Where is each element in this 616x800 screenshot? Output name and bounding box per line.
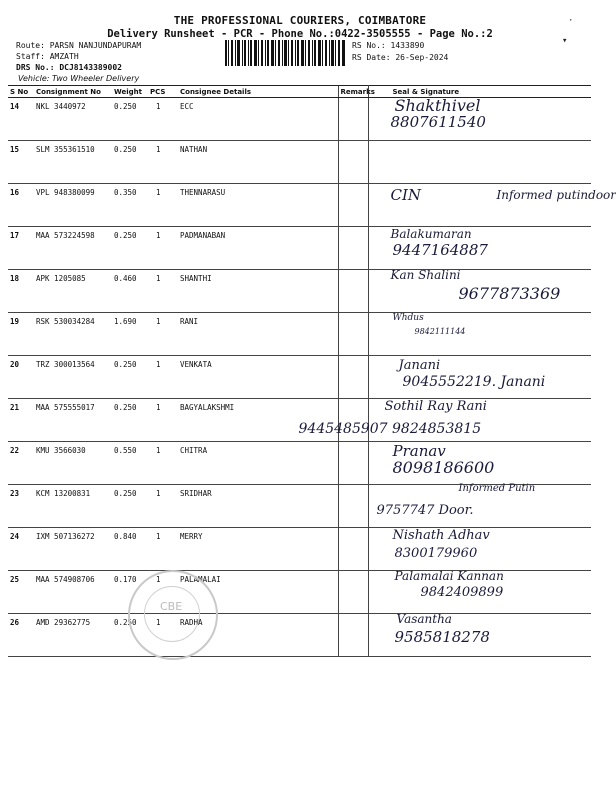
cell-sno: 24 bbox=[8, 528, 34, 571]
cell-remarks bbox=[338, 270, 368, 313]
handwritten-phone: 9842409899 bbox=[420, 585, 504, 600]
handwritten-name: Sothil Ray Rani bbox=[384, 399, 487, 414]
cell-sno: 15 bbox=[8, 141, 34, 184]
rs-date-label: RS Date: bbox=[352, 53, 391, 62]
cell-consignment: MAA 575555017 bbox=[34, 399, 112, 442]
cell-consignee: THENNARASU bbox=[178, 184, 338, 227]
handwritten-phone: 8098186600 bbox=[392, 458, 495, 477]
table-row bbox=[8, 184, 591, 227]
cell-consignee: PALAMALAI bbox=[178, 571, 338, 614]
cell-sno: 23 bbox=[8, 485, 34, 528]
cell-weight: 0.250 bbox=[112, 399, 148, 442]
handwritten-name: Whdus bbox=[392, 313, 424, 323]
rs-no-label: RS No.: bbox=[352, 41, 386, 50]
cell-signature bbox=[368, 98, 591, 141]
cell-weight: 0.250 bbox=[112, 141, 148, 184]
cell-consignment: AMD 29362775 bbox=[34, 614, 112, 657]
handwritten-name: CIN bbox=[390, 186, 422, 204]
cell-weight: 0.250 bbox=[112, 614, 148, 657]
cell-weight: 0.250 bbox=[112, 227, 148, 270]
route-value: PARSN NANJUNDAPURAM bbox=[49, 41, 142, 50]
handwritten-phone: 9045552219. Janani bbox=[402, 374, 546, 390]
table-row bbox=[8, 270, 591, 313]
cell-sno: 17 bbox=[8, 227, 34, 270]
rs-no-line bbox=[352, 41, 424, 50]
cell-pcs: 1 bbox=[148, 227, 178, 270]
cell-weight: 0.840 bbox=[112, 528, 148, 571]
handwritten-name: Kan Shalini bbox=[390, 268, 461, 282]
cell-signature bbox=[368, 184, 616, 227]
cell-consignee: RADHA bbox=[178, 614, 338, 657]
table-row bbox=[8, 571, 591, 614]
cell-consignee: ECC bbox=[178, 98, 338, 141]
rs-date-value: 26-Sep-2024 bbox=[395, 53, 449, 62]
cell-remarks bbox=[338, 313, 368, 356]
cell-consignment: MAA 574908706 bbox=[34, 571, 112, 614]
cell-sno: 26 bbox=[8, 614, 34, 657]
handwritten-name: Nishath Adhav bbox=[392, 528, 490, 543]
cell-signature bbox=[298, 399, 591, 442]
handwritten-name: Palamalai Kannan bbox=[394, 569, 504, 583]
vehicle-line: Vehicle: Two Wheeler Delivery bbox=[18, 74, 140, 83]
handwritten-phone: 9585818278 bbox=[394, 628, 490, 646]
cell-pcs: 1 bbox=[148, 614, 178, 657]
cell-sno: 19 bbox=[8, 313, 34, 356]
table-row bbox=[8, 98, 591, 141]
corner-mark: ▾ bbox=[562, 36, 568, 46]
seal-stamp-text: CBE bbox=[160, 600, 183, 613]
handwritten-name: Balakumaran bbox=[390, 227, 472, 241]
cell-consignee: SHANTHI bbox=[178, 270, 338, 313]
cell-pcs: 1 bbox=[148, 270, 178, 313]
handwritten-phone: Informed putindoor bbox=[496, 188, 616, 202]
col-signature: Seal & Signature bbox=[368, 86, 591, 98]
rs-no-value: 1433890 bbox=[390, 41, 425, 50]
seal-stamp bbox=[128, 570, 218, 660]
cell-weight: 0.550 bbox=[112, 442, 148, 485]
cell-consignee: RANI bbox=[178, 313, 338, 356]
cell-weight: 0.170 bbox=[112, 571, 148, 614]
table-row bbox=[8, 442, 591, 485]
cell-sno: 14 bbox=[8, 98, 34, 141]
col-pcs: PCS bbox=[148, 86, 178, 98]
handwritten-name: Vasantha bbox=[396, 612, 452, 626]
cell-consignee: SRIDHAR bbox=[178, 485, 338, 528]
cell-signature bbox=[368, 141, 591, 184]
cell-remarks bbox=[338, 227, 368, 270]
cell-sno: 20 bbox=[8, 356, 34, 399]
cell-weight: 0.250 bbox=[112, 98, 148, 141]
drs-label: DRS No.: bbox=[16, 63, 55, 72]
cell-remarks bbox=[338, 356, 368, 399]
col-consignment: Consignment No bbox=[34, 86, 112, 98]
cell-remarks bbox=[338, 141, 368, 184]
cell-signature bbox=[368, 313, 591, 356]
handwritten-name: Pranav bbox=[392, 442, 446, 460]
table-row bbox=[8, 227, 591, 270]
staff-value: AMZATH bbox=[49, 52, 79, 61]
col-consignee: Consignee Details bbox=[178, 86, 338, 98]
cell-consignee: VENKATA bbox=[178, 356, 338, 399]
handwritten-name: Shakthivel bbox=[394, 96, 481, 115]
cell-pcs: 1 bbox=[148, 442, 178, 485]
cell-remarks bbox=[338, 485, 368, 528]
cell-sno: 18 bbox=[8, 270, 34, 313]
cell-consignee: NATHAN bbox=[178, 141, 338, 184]
rs-date-line bbox=[352, 53, 448, 62]
route-label: Route: bbox=[16, 41, 45, 50]
cell-consignment: NKL 3440972 bbox=[34, 98, 112, 141]
runsheet-title: Delivery Runsheet - PCR - Phone No.:0422-3505555 - Page No.:2 bbox=[107, 28, 493, 40]
cell-consignment: MAA 573224598 bbox=[34, 227, 112, 270]
cell-signature bbox=[368, 270, 591, 313]
cell-consignment: RSK 530034284 bbox=[34, 313, 112, 356]
cell-pcs: 1 bbox=[148, 98, 178, 141]
company-title: THE PROFESSIONAL COURIERS, COIMBATORE bbox=[173, 14, 427, 27]
staff-label: Staff: bbox=[16, 52, 45, 61]
cell-remarks bbox=[338, 442, 368, 485]
barcode-image bbox=[225, 40, 345, 66]
table-row bbox=[8, 313, 591, 356]
cell-consignee: CHITRA bbox=[178, 442, 338, 485]
cell-remarks bbox=[338, 614, 368, 657]
handwritten-phone: 9445485907 9824853815 bbox=[298, 421, 482, 437]
table-row bbox=[8, 485, 591, 528]
cell-weight: 0.250 bbox=[112, 485, 148, 528]
drs-line bbox=[16, 63, 122, 72]
handwritten-phone: 9677873369 bbox=[458, 284, 561, 303]
cell-weight: 0.460 bbox=[112, 270, 148, 313]
cell-pcs: 1 bbox=[148, 184, 178, 227]
cell-sno: 16 bbox=[8, 184, 34, 227]
cell-weight: 0.250 bbox=[112, 356, 148, 399]
cell-signature bbox=[368, 485, 591, 528]
handwritten-name: Informed Putin bbox=[458, 483, 536, 494]
cell-consignee: BAGYALAKSHMI bbox=[178, 399, 338, 442]
cell-signature bbox=[368, 528, 591, 571]
staff-line bbox=[16, 52, 79, 61]
table-row bbox=[8, 614, 591, 657]
cell-consignee: MERRY bbox=[178, 528, 338, 571]
cell-weight: 1.690 bbox=[112, 313, 148, 356]
cell-pcs: 1 bbox=[148, 399, 178, 442]
drs-value: DCJ8143389002 bbox=[59, 63, 122, 72]
handwritten-phone: 8807611540 bbox=[390, 113, 486, 131]
table-header-row bbox=[8, 86, 591, 98]
table-row bbox=[8, 399, 591, 442]
cell-signature bbox=[368, 356, 591, 399]
cell-pcs: 1 bbox=[148, 141, 178, 184]
cell-consignee: PADMANABAN bbox=[178, 227, 338, 270]
cell-pcs: 1 bbox=[148, 485, 178, 528]
cell-pcs: 1 bbox=[148, 528, 178, 571]
cell-consignment: APK 1205085 bbox=[34, 270, 112, 313]
col-weight: Weight bbox=[112, 86, 148, 98]
cell-remarks bbox=[338, 528, 368, 571]
col-sno: S No bbox=[8, 86, 34, 98]
cell-consignment: TRZ 300013564 bbox=[34, 356, 112, 399]
table-row bbox=[8, 141, 591, 184]
seal-stamp-inner bbox=[144, 586, 200, 642]
corner-mark-top: · bbox=[568, 16, 574, 26]
cell-remarks bbox=[338, 184, 368, 227]
cell-consignment: IXM 507136272 bbox=[34, 528, 112, 571]
cell-consignment: SLM 355361510 bbox=[34, 141, 112, 184]
cell-weight: 0.350 bbox=[112, 184, 148, 227]
handwritten-phone: 9757747 Door. bbox=[376, 503, 474, 518]
cell-pcs: 1 bbox=[148, 313, 178, 356]
cell-consignment: KMU 3566030 bbox=[34, 442, 112, 485]
handwritten-phone: 9447164887 bbox=[392, 241, 488, 259]
cell-consignment: VPL 948380099 bbox=[34, 184, 112, 227]
cell-pcs: 1 bbox=[148, 356, 178, 399]
cell-pcs: 1 bbox=[148, 571, 178, 614]
cell-sno: 22 bbox=[8, 442, 34, 485]
cell-sno: 21 bbox=[8, 399, 34, 442]
runsheet-table bbox=[8, 85, 616, 657]
route-line bbox=[16, 41, 141, 50]
cell-signature bbox=[368, 571, 591, 614]
cell-sno: 25 bbox=[8, 571, 34, 614]
cell-signature bbox=[368, 227, 591, 270]
cell-remarks bbox=[338, 571, 368, 614]
cell-consignment: KCM 13200831 bbox=[34, 485, 112, 528]
cell-signature bbox=[368, 614, 591, 657]
handwritten-phone: 8300179960 bbox=[394, 546, 478, 561]
cell-remarks bbox=[338, 98, 368, 141]
handwritten-name: Janani bbox=[398, 358, 441, 373]
cell-signature bbox=[368, 442, 591, 485]
table-row bbox=[8, 528, 591, 571]
col-remarks: Remarks bbox=[338, 86, 368, 98]
table-row bbox=[8, 356, 591, 399]
handwritten-phone: 9842111144 bbox=[414, 327, 466, 336]
